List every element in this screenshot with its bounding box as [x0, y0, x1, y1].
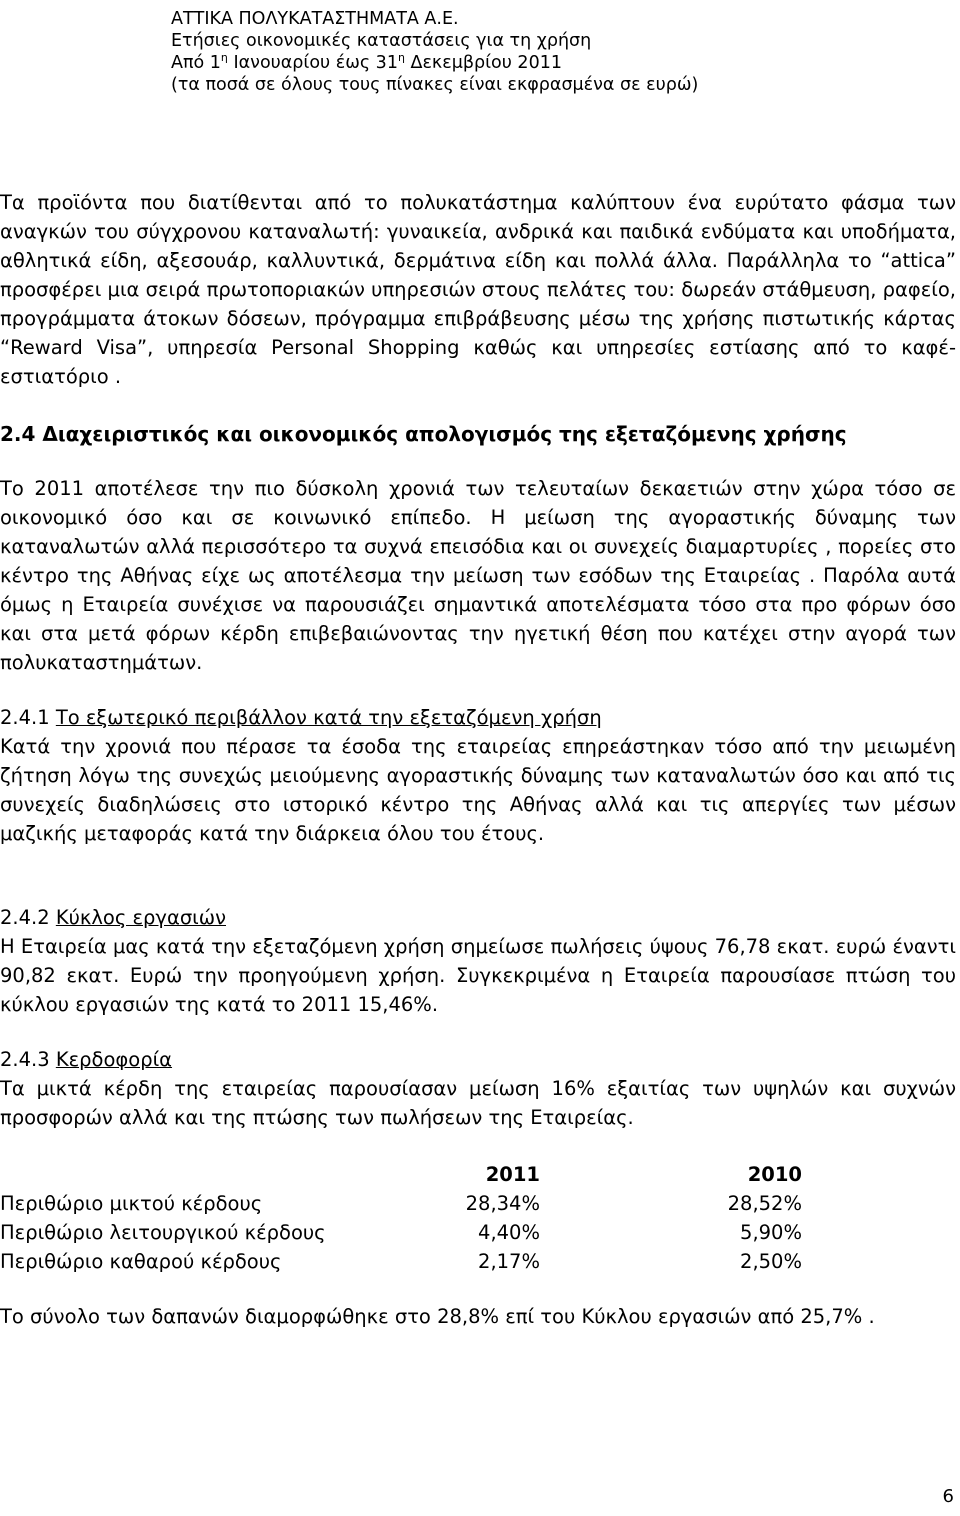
section-2-4-3-heading: [0, 1045, 956, 1074]
year-2010-header: 2010: [747, 1163, 802, 1186]
period-sup-2: η: [397, 51, 405, 65]
section-2-4-1-title: Το εξωτερικό περιβάλλον κατά την εξεταζόμενη χρήση: [55, 706, 602, 729]
page-number: 6: [942, 1486, 954, 1507]
period-to: Δεκεμβρίου 2011: [404, 53, 562, 73]
margins-table: [0, 1160, 820, 1276]
section-2-4-1: [0, 703, 956, 848]
section-2-4-2: [0, 903, 956, 1019]
expenses-sentence: Το σύνολο των δαπανών διαμορφώθηκε στο 28,8% επί του Κύκλου εργασιών από 25,7% .: [0, 1305, 875, 1328]
row-value-2011: 2,17%: [478, 1250, 540, 1273]
section-2-4-1-paragraph: Κατά την χρονιά που πέρασε τα έσοδα της εταιρείας επηρεάστηκαν τόσο από την μειωμένη ζήτηση λόγω της συνεχώς μειούμενης αγοραστικής δύναμης των καταναλωτών όσο και από τις συνεχείς διαδηλώσεις στο ιστορικό κέντρο της Αθήνας αλλά και τις απεργίες των μέσων μαζικής μεταφοράς κατά την διάρκεια όλου του έτους.: [0, 735, 956, 845]
amounts-note: (τα ποσά σε όλους τους πίνακες είναι εκφρασμένα σε ευρώ): [171, 75, 699, 95]
section-2-4-3-number: 2.4.3: [0, 1048, 56, 1071]
period-from: Από 1: [171, 53, 221, 73]
intro-paragraph: Τα προϊόντα που διατίθενται από το πολυκατάστημα καλύπτουν ένα ευρύτατο φάσμα των αναγκών του σύγχρονου καταναλωτή: γυναικεία, ανδρικά και παιδικά ενδύματα και υποδήματα, αθλητικά είδη, αξεσουάρ, καλλυντικά, δερμάτινα είδη και πολλά άλλα. Παράλληλα το “attica” προσφέρει μια σειρά πρωτοποριακών υπηρεσιών στους πελάτες του: δωρεάν στάθμευση, ραφείο, προγράμματα άτοκων δόσεων, πρόγραμμα επιβράβευσης μέσω της χρήσης πιστωτικής κάρτας “Reward Visa”, υπηρεσία Personal Shopping καθώς και υπηρεσίες εστίασης από το καφέ-εστιατόριο .: [0, 191, 956, 388]
period-sup-1: η: [220, 51, 228, 65]
section-2-4-2-paragraph: Η Εταιρεία μας κατά την εξεταζόμενη χρήση σημείωσε πωλήσεις ύψους 76,78 εκατ. ευρώ έναντι 90,82 εκατ. Ευρώ την προηγούμενη χρήση. Συγκεκριμένα η Εταιρεία παρουσίασε πτώση του κύκλου εργασιών της κατά το 2011 15,46%.: [0, 935, 956, 1016]
row-value-2011: 28,34%: [465, 1192, 540, 1215]
period-mid: Ιανουαρίου έως 31: [227, 53, 398, 73]
report-period: [171, 52, 951, 74]
margins-header-row: [0, 1160, 820, 1189]
section-2-4-3-title: Κερδοφορία: [55, 1048, 173, 1071]
section-2-4-paragraph: Το 2011 αποτέλεσε την πιο δύσκολη χρονιά των τελευταίων δεκαετιών στην χώρα τόσο σε οικονομικό όσο και σε κοινωνικό επίπεδο. Η μείωση της αγοραστικής δύναμης των καταναλωτών αλλά περισσότερο τα συχνά επεισόδια και οι συνεχείς διαμαρτυρίες , πορείες στο κέντρο της Αθήνας είχε ως αποτέλεσμα την μείωση των εσόδων της Εταιρείας . Παρόλα αυτά όμως η Εταιρεία συνέχισε να παρουσιάζει σημαντικά αποτελέσματα τόσο στα προ φόρων όσο και στα μετά φόρων κέρδη επιβεβαιώνοντας την ηγετική θέση που κατέχει στην αγορά των πολυκαταστημάτων.: [0, 477, 956, 674]
section-2-4-1-number: 2.4.1: [0, 706, 56, 729]
section-2-4-2-title: Κύκλος εργασιών: [55, 906, 226, 929]
table-row: [0, 1247, 820, 1276]
table-row: [0, 1189, 820, 1218]
section-2-4-1-heading: [0, 703, 956, 732]
row-value-2010: 2,50%: [740, 1250, 802, 1273]
section-2-4-3-paragraph: Τα μικτά κέρδη της εταιρείας παρουσίασαν μείωση 16% εξαιτίας των υψηλών και συχνών προσφορών αλλά και της πτώσης των πωλήσεων της Εταιρείας.: [0, 1077, 956, 1129]
page-header: [171, 8, 951, 96]
margins-header-spacer: [0, 1160, 410, 1189]
intro-section: [0, 188, 956, 391]
row-value-2010: 28,52%: [727, 1192, 802, 1215]
row-label: Περιθώριο καθαρού κέρδους: [0, 1250, 282, 1273]
company-name: ΑΤΤΙΚΑ ΠΟΛΥΚΑΤΑΣΤΗΜΑΤΑ Α.Ε.: [171, 9, 459, 29]
section-2-4: [0, 474, 956, 677]
report-title: Ετήσιες οικονομικές καταστάσεις για τη χρήση: [171, 31, 592, 51]
year-2011-header: 2011: [485, 1163, 540, 1186]
table-row: [0, 1218, 820, 1247]
section-2-4-3: [0, 1045, 956, 1132]
section-2-4-heading: 2.4 Διαχειριστικός και οικονομικός απολογισμός της εξεταζόμενης χρήσης: [0, 422, 847, 446]
row-label: Περιθώριο μικτού κέρδους: [0, 1192, 263, 1215]
row-value-2011: 4,40%: [478, 1221, 540, 1244]
section-2-4-2-number: 2.4.2: [0, 906, 56, 929]
section-2-4-2-heading: [0, 903, 956, 932]
row-label: Περιθώριο λειτουργικού κέρδους: [0, 1221, 326, 1244]
row-value-2010: 5,90%: [740, 1221, 802, 1244]
